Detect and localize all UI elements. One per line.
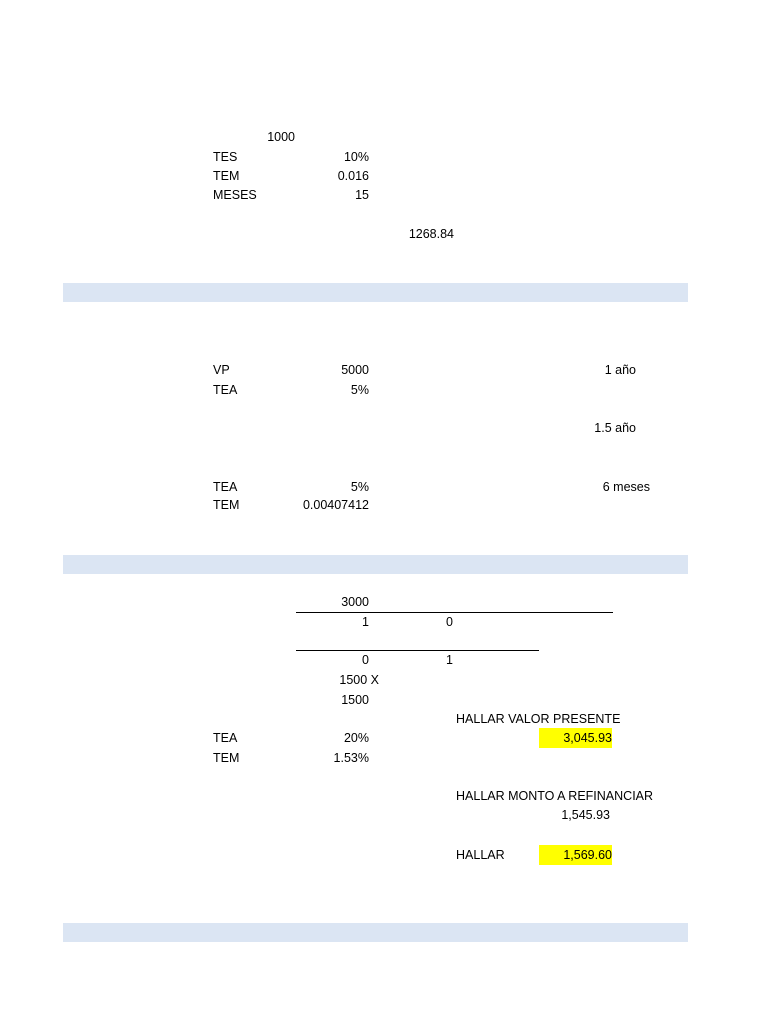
cell-meses-label[interactable]: MESES bbox=[213, 188, 257, 202]
cell-period-3[interactable]: 6 meses bbox=[602, 480, 650, 494]
cell-hallar-result-highlighted[interactable]: 1,569.60 bbox=[539, 845, 612, 865]
cell-row2-a[interactable]: 0 bbox=[362, 653, 369, 667]
cell-monto-result[interactable]: 1,545.93 bbox=[561, 808, 610, 822]
cell-tea2-label[interactable]: TEA bbox=[213, 480, 238, 494]
cell-period-1[interactable]: 1 año bbox=[604, 363, 636, 377]
cell-row2-b[interactable]: 1 bbox=[446, 653, 453, 667]
cell-payment[interactable]: 1500 bbox=[341, 693, 369, 707]
cell-tem3-label[interactable]: TEM bbox=[213, 751, 240, 765]
cell-vp-label[interactable]: VP bbox=[213, 363, 230, 377]
cell-tea2-value[interactable]: 5% bbox=[350, 480, 369, 494]
cell-hallar-label[interactable]: HALLAR bbox=[456, 848, 505, 862]
cell-vp-result-highlighted[interactable]: 3,045.93 bbox=[539, 728, 612, 748]
cell-principal[interactable]: 1000 bbox=[267, 130, 295, 144]
cell-hallar-monto-label[interactable]: HALLAR MONTO A REFINANCIAR bbox=[456, 789, 654, 803]
cell-period-2[interactable]: 1.5 año bbox=[594, 421, 636, 435]
cell-payment-x[interactable]: 1500 X bbox=[339, 673, 379, 687]
cell-tem2-value[interactable]: 0.00407412 bbox=[302, 498, 369, 512]
cell-row1-a[interactable]: 1 bbox=[362, 615, 369, 629]
cell-result-1[interactable]: 1268.84 bbox=[408, 227, 454, 241]
section-band bbox=[63, 283, 688, 302]
cell-row1-b[interactable]: 0 bbox=[446, 615, 453, 629]
cell-tes-label[interactable]: TES bbox=[213, 150, 238, 164]
cell-tes-value[interactable]: 10% bbox=[343, 150, 369, 164]
cell-tem3-value[interactable]: 1.53% bbox=[333, 751, 369, 765]
cell-vp-value[interactable]: 5000 bbox=[341, 363, 369, 377]
cell-meses-value[interactable]: 15 bbox=[355, 188, 369, 202]
cell-tea3-label[interactable]: TEA bbox=[213, 731, 238, 745]
section-band bbox=[63, 923, 688, 942]
cell-hallar-vp-label[interactable]: HALLAR VALOR PRESENTE bbox=[456, 712, 621, 726]
cell-tea3-value[interactable]: 20% bbox=[343, 731, 369, 745]
cell-tea-label[interactable]: TEA bbox=[213, 383, 238, 397]
cell-tem-value[interactable]: 0.016 bbox=[337, 169, 369, 183]
section-band bbox=[63, 555, 688, 574]
cell-top-value[interactable]: 3000 bbox=[341, 595, 369, 609]
cell-tea-value[interactable]: 5% bbox=[350, 383, 369, 397]
cell-tem2-label[interactable]: TEM bbox=[213, 498, 240, 512]
cell-tem-label[interactable]: TEM bbox=[213, 169, 240, 183]
